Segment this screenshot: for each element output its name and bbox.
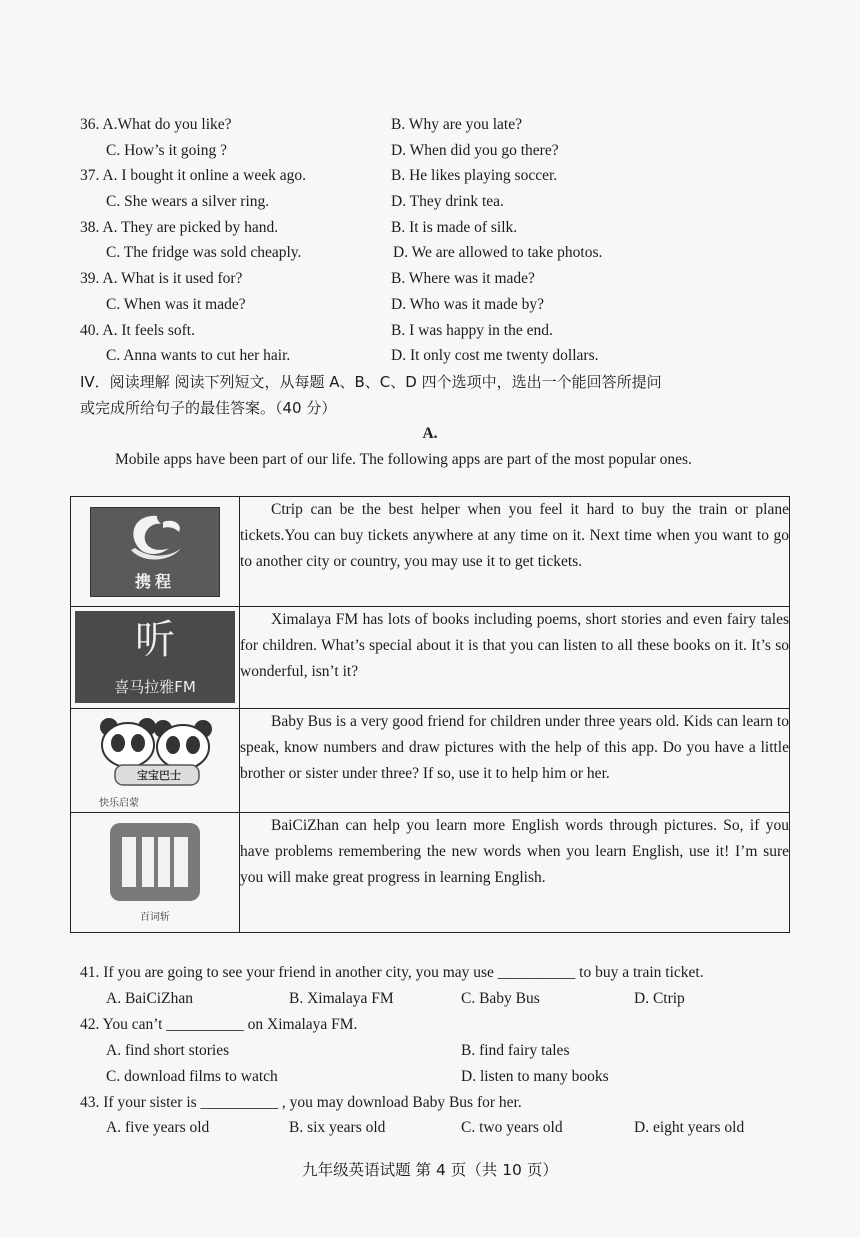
- q42-option-b: B. find fairy tales: [461, 1042, 570, 1059]
- q40-option-a: 40. A. It feels soft.: [80, 322, 195, 339]
- app-row-babybus: [71, 709, 790, 813]
- babybus-logo-cell: [71, 709, 240, 813]
- q43-option-b: B. six years old: [289, 1119, 386, 1136]
- q36-option-c: C. How’s it going ?: [106, 142, 227, 159]
- q38-option-a: 38. A. They are picked by hand.: [80, 219, 279, 236]
- q42-option-a: A. find short stories: [106, 1042, 230, 1059]
- q38-option-d: D. We are allowed to take photos.: [393, 244, 603, 261]
- ctrip-logo-text: 携程: [134, 572, 175, 591]
- baicizhan-logo: [100, 819, 210, 925]
- q40-option-b: B. I was happy in the end.: [391, 322, 553, 339]
- q42-option-c: C. download films to watch: [106, 1068, 278, 1085]
- q37-option-c: C. She wears a silver ring.: [106, 193, 270, 210]
- q43-stem: 43. If your sister is __________ , you may download Baby Bus for her.: [80, 1094, 522, 1111]
- ctrip-description: Ctrip can be the best helper when you feel it hard to buy the train or plane tickets.You can buy tickets anywhere at any time on it. Next time when you want to go to another city or country, you may use it to get tickets.: [240, 497, 790, 607]
- q39-option-d: D. Who was it made by?: [391, 296, 544, 313]
- q39-option-b: B. Where was it made?: [391, 270, 535, 287]
- q39-option-a: 39. A. What is it used for?: [80, 270, 243, 287]
- babybus-badge-text: 宝宝巴士: [137, 769, 181, 782]
- q38-option-c: C. The fridge was sold cheaply.: [106, 244, 302, 261]
- ximalaya-description: Ximalaya FM has lots of books including poems, short stories and even fairy tales for children. What’s special about it is that you can listen to all these books on it. It’s so wonderful, isn’t it?: [240, 607, 790, 709]
- baicizhan-logo-cell: [71, 813, 240, 933]
- q41-stem: 41. If you are going to see your friend in another city, you may use __________ to buy a train ticket.: [80, 964, 704, 981]
- q36-option-b: B. Why are you late?: [391, 116, 522, 133]
- passage-label: A.: [422, 425, 438, 442]
- q40-option-c: C. Anna wants to cut her hair.: [106, 347, 291, 364]
- q40-option-d: D. It only cost me twenty dollars.: [391, 347, 599, 364]
- q37-option-a: 37. A. I bought it online a week ago.: [80, 167, 306, 184]
- q43-option-c: C. two years old: [461, 1119, 563, 1136]
- headphone-glyph-icon: 听: [135, 617, 175, 663]
- q42-stem: 42. You can’t __________ on Ximalaya FM.: [80, 1016, 358, 1033]
- dolphin-icon: [91, 508, 219, 572]
- q37-option-b: B. He likes playing soccer.: [391, 167, 558, 184]
- q41-option-c: C. Baby Bus: [461, 990, 540, 1007]
- q39-option-c: C. When was it made?: [106, 296, 246, 313]
- q41-option-b: B. Ximalaya FM: [289, 990, 394, 1007]
- babybus-logo-text: 快乐启蒙: [99, 798, 139, 809]
- app-row-ctrip: [71, 497, 790, 607]
- baicizhan-description: BaiCiZhan can help you learn more English words through pictures. So, if you have problems remembering the new words when you learn English, use it! I’m sure you will make great progress in learning English.: [240, 813, 790, 933]
- app-row-ximalaya: [71, 607, 790, 709]
- q41-option-d: D. Ctrip: [634, 990, 685, 1007]
- section-heading-line1: IV．阅读理解 阅读下列短文，从每题 A、B、C、D 四个选项中，选出一个能回答所提问: [80, 373, 662, 391]
- ximalaya-logo-cell: [71, 607, 240, 709]
- q37-option-d: D. They drink tea.: [391, 193, 504, 210]
- passage-intro: Mobile apps have been part of our life. The following apps are part of the most popular ones.: [115, 451, 692, 468]
- ximalaya-logo: [75, 611, 235, 703]
- ximalaya-logo-text: 喜马拉雅FM: [114, 678, 196, 696]
- q43-option-d: D. eight years old: [634, 1119, 745, 1136]
- page-footer: 九年级英语试题 第 4 页（共 10 页）: [302, 1161, 558, 1179]
- baicizhan-book-icon: [100, 819, 210, 905]
- apps-table: [70, 496, 790, 933]
- babybus-logo: [85, 711, 225, 811]
- q38-option-b: B. It is made of silk.: [391, 219, 518, 236]
- q41-option-a: A. BaiCiZhan: [106, 990, 193, 1007]
- q43-option-a: A. five years old: [106, 1119, 210, 1136]
- q36-option-d: D. When did you go there?: [391, 142, 559, 159]
- q36-option-a: 36. A.What do you like?: [80, 116, 232, 133]
- q42-option-d: D. listen to many books: [461, 1068, 609, 1085]
- section-heading-line2: 或完成所给句子的最佳答案。（40 分）: [80, 399, 337, 417]
- baicizhan-logo-text: 百词斩: [140, 912, 170, 923]
- ctrip-logo: [90, 507, 220, 597]
- ctrip-logo-cell: [71, 497, 240, 607]
- app-row-baicizhan: [71, 813, 790, 933]
- babybus-description: Baby Bus is a very good friend for children under three years old. Kids can learn to speak, know numbers and draw pictures with the help of this app. Do you have a little brother or sister under three? If so, use it to help him or her.: [240, 709, 790, 813]
